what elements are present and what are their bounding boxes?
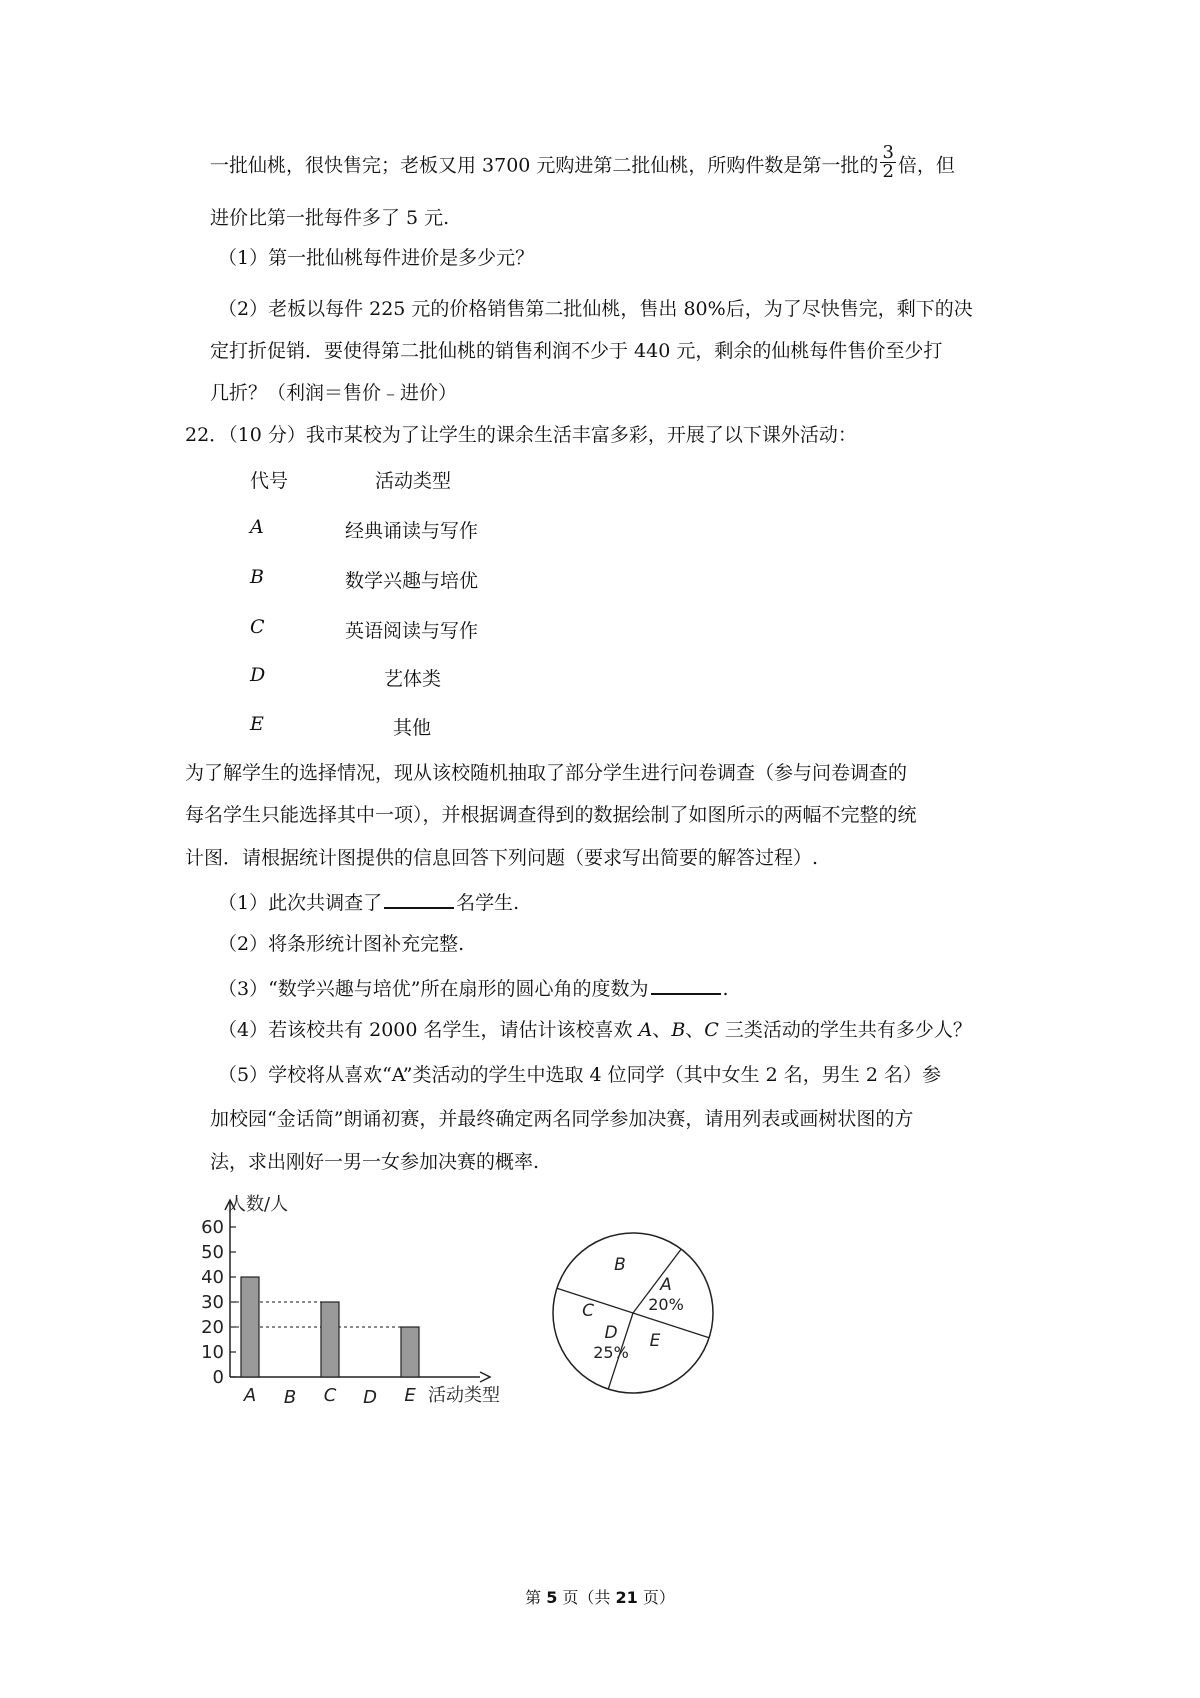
footer-total-pages: 21 [615,1588,638,1607]
problem22-header: 22．（10 分）我市某校为了让学生的课余生活丰富多彩，开展了以下课外活动： [185,424,857,446]
problem22-question5-line3: 法，求出刚好一男一女参加决赛的概率. [210,1151,540,1173]
bar-e [401,1327,419,1377]
problem22-question3 [218,975,729,1002]
x-tick-label-c: C [323,1385,337,1406]
problem22-para-line3: 计图．请根据统计图提供的信息回答下列问题（要求写出简要的解答过程）. [185,847,819,869]
pie-label-d: D [604,1323,618,1343]
question1-text-a: （1）此次共调查了 [218,892,383,914]
y-tick-label: 60 [201,1217,224,1238]
problem21-line2: 进价比第一批每件多了 5 元. [210,207,450,229]
question4-letter-a: A [638,1019,653,1041]
problem22-question1 [218,889,519,916]
problem21-question2-line2: 定打折促销．要使得第二批仙桃的销售利润不少于 440 元，剩余的仙桃每件售价至少打 [210,340,943,362]
problem22-question4 [218,1017,972,1043]
page-footer [0,1585,1200,1608]
pie-label-c: C [582,1301,594,1321]
fraction-denominator: 2 [882,161,894,182]
table-type-c: 英语阅读与写作 [345,620,479,642]
question4-sep-1: 、 [652,1019,672,1041]
footer-mid: 页（共 [557,1588,616,1607]
fraction-three-halves [880,144,895,181]
footer-prefix: 第 [525,1588,547,1607]
footer-page-number: 5 [546,1588,558,1607]
problem21-question1: （1）第一批仙桃每件进价是多少元？ [218,247,535,269]
table-type-b: 数学兴趣与培优 [345,570,479,592]
answer-blank-3[interactable] [651,975,721,995]
problem21-question2-line3: 几折？（利润＝售价﹣进价） [210,382,458,404]
x-tick-label-d: D [363,1387,377,1408]
problem22-question2: （2）将条形统计图补充完整. [218,933,465,955]
y-tick-label: 40 [201,1267,224,1288]
pie-label-e: E [649,1331,661,1351]
question4-text-b: 三类活动的学生共有多少人？ [718,1019,972,1041]
pie-percent-a: 20% [648,1295,684,1314]
bar-a [241,1277,259,1377]
y-tick-label: 10 [201,1342,224,1363]
answer-blank-1[interactable] [384,889,454,909]
table-type-e: 其他 [393,717,432,739]
table-type-d: 艺体类 [384,668,442,690]
problem22-question5-line2: 加校园“金话筒”朗诵初赛，并最终确定两名同学参加决赛，请用列表或画树状图的方 [210,1108,914,1130]
table-code-b: B [250,566,264,588]
table-code-a: A [250,516,264,538]
table-header-type: 活动类型 [375,470,452,492]
problem22-para-line1: 为了解学生的选择情况，现从该校随机抽取了部分学生进行问卷调查（参与问卷调查的 [185,762,908,784]
footer-suffix: 页） [637,1588,675,1607]
question1-text-b: 名学生. [456,892,520,914]
problem21-line1 [210,142,955,185]
bar-chart [180,1190,520,1410]
question4-text-a: （4）若该校共有 2000 名学生，请估计该校喜欢 [218,1019,639,1041]
x-tick-label-b: B [283,1387,297,1408]
y-tick-label: 30 [201,1292,224,1313]
problem21-text-a: 一批仙桃，很快售完；老板又用 3700 元购进第二批仙桃，所购件数是第一批的 [210,154,879,177]
pie-percent-d: 25% [593,1343,629,1362]
fraction-numerator: 3 [882,142,894,163]
x-tick-label-a: A [243,1385,257,1406]
x-axis-label: 活动类型 [428,1385,500,1406]
x-axis-arrow [480,1372,490,1382]
table-header-code: 代号 [250,470,289,492]
question4-letter-c: C [704,1019,719,1041]
table-code-e: E [250,713,264,735]
problem21-text-b: 倍，但 [897,154,955,177]
table-code-d: D [250,664,266,686]
y-axis-label: 人数/人 [228,1194,289,1215]
bar-c [321,1302,339,1377]
pie-chart [548,1228,718,1398]
table-code-c: C [250,616,265,638]
problem22-question5-line1: （5）学校将从喜欢“A”类活动的学生中选取 4 位同学（其中女生 2 名，男生 2 名）参 [218,1064,941,1086]
y-tick-label: 0 [212,1367,224,1388]
x-tick-label-e: E [404,1385,416,1406]
problem22-para-line2: 每名学生只能选择其中一项），并根据调查得到的数据绘制了如图所示的两幅不完整的统 [185,804,917,826]
problem21-question2-line1: （2）老板以每件 225 元的价格销售第二批仙桃，售出 80%后，为了尽快售完，剩下的决 [218,298,973,320]
question3-text-a: （3）“数学兴趣与培优”所在扇形的圆心角的度数为 [218,978,649,1000]
table-type-a: 经典诵读与写作 [345,520,479,542]
y-tick-label: 20 [201,1317,224,1338]
pie-label-b: B [614,1255,626,1275]
y-tick-label: 50 [201,1242,224,1263]
question3-text-b: . [722,978,729,1000]
question4-letter-b: B [671,1019,686,1041]
question4-sep-2: 、 [685,1019,705,1041]
pie-label-a: A [660,1275,672,1295]
